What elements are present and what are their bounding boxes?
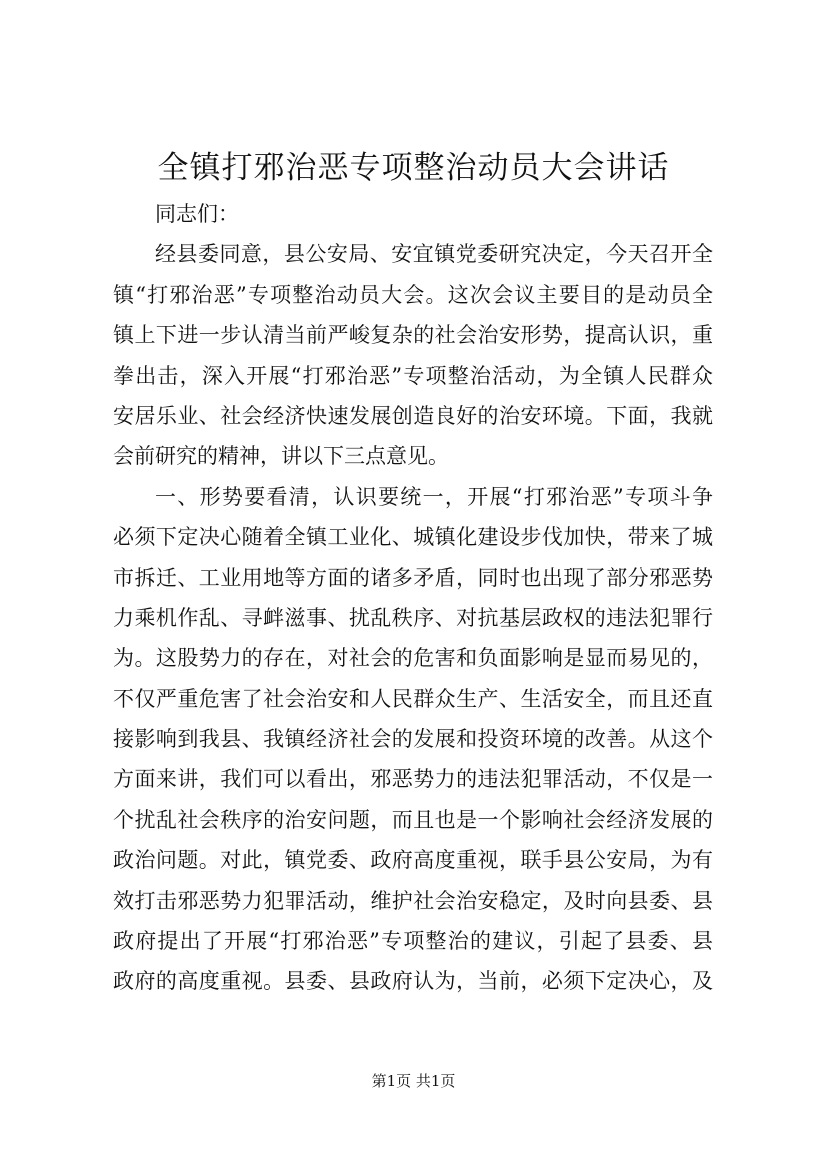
body-line: 为。这股势力的存在，对社会的危害和负面影响是显而易见的，	[113, 646, 713, 671]
body-line: 必须下定决心随着全镇工业化、城镇化建设步伐加快，带来了城	[113, 525, 713, 550]
body-line: 政治问题。对此，镇党委、政府高度重视，联手县公安局，为有	[113, 848, 713, 873]
body-line: 力乘机作乱、寻衅滋事、扰乱秩序、对抗基层政权的违法犯罪行	[113, 605, 713, 630]
body-line: 拳出击，深入开展“打邪治恶”专项整治活动，为全镇人民群众	[113, 363, 713, 388]
body-line: 效打击邪恶势力犯罪活动，维护社会治安稳定，及时向县委、县	[113, 888, 713, 913]
section-heading-line: 一、形势要看清，认识要统一，开展“打邪治恶”专项斗争	[155, 484, 713, 509]
document-body	[113, 194, 713, 1002]
document-title: 全镇打邪治恶专项整治动员大会讲话	[157, 150, 670, 186]
body-line: 安居乐业、社会经济快速发展创造良好的治安环境。下面，我就	[113, 403, 713, 428]
page-footer: 第1页 共1页	[371, 1072, 456, 1090]
body-line: 政府提出了开展“打邪治恶”专项整治的建议，引起了县委、县	[113, 929, 713, 954]
body-line: 会前研究的精神，讲以下三点意见。	[113, 444, 449, 469]
body-line: 经县委同意，县公安局、安宜镇党委研究决定，今天召开全	[155, 242, 713, 267]
body-line: 市拆迁、工业用地等方面的诸多矛盾，同时也出现了部分邪恶势	[113, 565, 713, 590]
body-line: 个扰乱社会秩序的治安问题，而且也是一个影响社会经济发展的	[113, 807, 713, 832]
body-line: 方面来讲，我们可以看出，邪恶势力的违法犯罪活动，不仅是一	[113, 767, 713, 792]
body-line: 政府的高度重视。县委、县政府认为，当前，必须下定决心，及	[113, 969, 713, 994]
body-line: 镇上下进一步认清当前严峻复杂的社会治安形势，提高认识，重	[113, 323, 713, 348]
salutation-line: 同志们：	[155, 202, 239, 226]
body-line: 不仅严重危害了社会治安和人民群众生产、生活安全，而且还直	[113, 686, 713, 711]
body-line: 接影响到我县、我镇经济社会的发展和投资环境的改善。从这个	[113, 727, 713, 752]
body-line: 镇“打邪治恶”专项整治动员大会。这次会议主要目的是动员全	[113, 282, 713, 307]
